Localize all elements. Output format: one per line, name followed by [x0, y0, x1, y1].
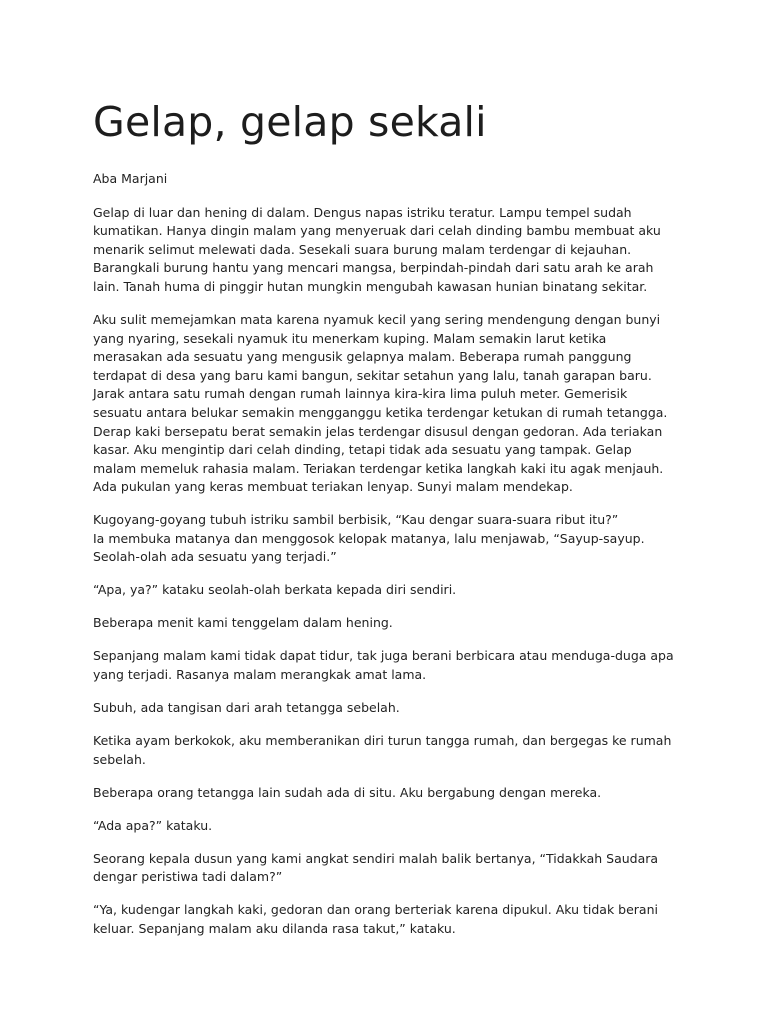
text-line: yang nyaring, sesekali nyamuk itu menerkam kuping. Malam semakin larut ketika: [93, 330, 607, 346]
paragraph: [93, 311, 703, 497]
text-line: malam memeluk rahasia malam. Teriakan terdengar ketika langkah kaki itu agak menjauh.: [93, 460, 664, 476]
paragraph: [93, 817, 703, 836]
text-line: “Ya, kudengar langkah kaki, gedoran dan orang berteriak karena dipukul. Aku tidak berani: [93, 902, 658, 918]
text-line: Subuh, ada tangisan dari arah tetangga sebelah.: [93, 700, 400, 715]
text-line: merasakan ada sesuatu yang mengusik gelapnya malam. Beberapa rumah panggung: [93, 349, 632, 365]
text-line: Ia membuka matanya dan menggosok kelopak matanya, lalu menjawab, “Sayup-sayup.: [93, 530, 645, 546]
text-line: sebelah.: [93, 751, 146, 767]
text-line: menarik selimut melewati dada. Sesekali suara burung malam terdengar di kejauhan.: [93, 241, 632, 257]
text-line: Seorang kepala dusun yang kami angkat sendiri malah balik bertanya, “Tidakkah Saudara: [93, 850, 659, 866]
text-line: “Apa, ya?” kataku seolah-olah berkata kepada diri sendiri.: [93, 582, 457, 598]
author-name: Aba Marjani: [93, 171, 168, 186]
text-line: lain. Tanah huma di pinggir hutan mungkin mengubah kawasan hunian binatang sekitar.: [93, 278, 648, 294]
body-text: [93, 204, 703, 939]
document-page: [93, 96, 703, 953]
text-line: Kugoyang-goyang tubuh istriku sambil berbisik, “Kau dengar suara-suara ribut itu?”: [93, 512, 619, 528]
text-line: terdapat di desa yang baru kami bangun, sekitar setahun yang lalu, tanah garapan baru.: [93, 367, 652, 383]
text-line: Barangkali burung hantu yang mencari mangsa, berpindah-pindah dari satu arah ke arah: [93, 260, 654, 276]
text-line: sesuatu antara belukar semakin mengganggu ketika terdengar ketukan di rumah tetangga.: [93, 404, 668, 420]
paragraph: [93, 732, 703, 769]
text-line: Beberapa orang tetangga lain sudah ada di situ. Aku bergabung dengan mereka.: [93, 784, 602, 800]
text-line: kasar. Aku mengintip dari celah dinding, tetapi tidak ada sesuatu yang tampak. Gelap: [93, 442, 632, 458]
text-line: Sepanjang malam kami tidak dapat tidur, tak juga berani berbicara atau menduga-duga apa: [93, 648, 674, 664]
text-line: Aku sulit memejamkan mata karena nyamuk kecil yang sering mendengung dengan bunyi: [93, 311, 661, 327]
paragraph: [93, 699, 703, 718]
text-line: Beberapa menit kami tenggelam dalam hening.: [93, 615, 393, 631]
text-line: Derap kaki bersepatu berat semakin jelas terdengar disusul dengan gedoran. Ada teriakan: [93, 423, 663, 439]
paragraph: [93, 850, 703, 887]
text-line: Ketika ayam berkokok, aku memberanikan diri turun tangga rumah, dan bergegas ke rumah: [93, 732, 672, 748]
text-line: Jarak antara satu rumah dengan rumah lainnya kira-kira lima puluh meter. Gemerisik: [93, 386, 628, 402]
paragraph: [93, 784, 703, 803]
paragraph: [93, 647, 703, 684]
text-line: kumatikan. Hanya dingin malam yang menyeruak dari celah dinding bambu membuat aku: [93, 223, 661, 239]
paragraph: [93, 511, 703, 567]
text-line: dengar peristiwa tadi dalam?”: [93, 869, 283, 885]
text-line: “Ada apa?” kataku.: [93, 817, 213, 833]
text-line: yang terjadi. Rasanya malam merangkak amat lama.: [93, 667, 427, 683]
text-line: Gelap di luar dan hening di dalam. Dengus napas istriku teratur. Lampu tempel sudah: [93, 204, 632, 220]
paragraph: [93, 581, 703, 600]
paragraph: [93, 614, 703, 633]
text-line: Seolah-olah ada sesuatu yang terjadi.”: [93, 549, 337, 565]
paragraph: [93, 204, 703, 297]
text-line: Ada pukulan yang keras membuat teriakan lenyap. Sunyi malam mendekap.: [93, 479, 573, 495]
page-title: Gelap, gelap sekali: [93, 98, 487, 146]
paragraph: [93, 901, 703, 938]
text-line: keluar. Sepanjang malam aku dilanda rasa takut,” kataku.: [93, 920, 456, 936]
